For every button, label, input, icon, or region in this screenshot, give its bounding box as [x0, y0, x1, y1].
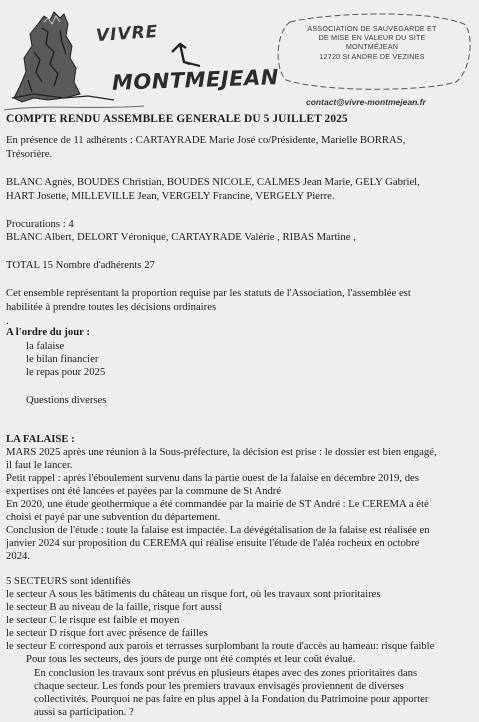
falaise-text-line: 2024. — [6, 550, 31, 562]
vivre-montmejean-logo — [4, 2, 276, 120]
sector-item-a: le secteur A sous les bâtiments du château un risque fort, où les travaux sont prioritaires — [6, 588, 381, 600]
sector-item-b: le secteur B au niveau de la faille, risque fort aussi — [6, 601, 222, 613]
presence-line-2: Trésorière. — [6, 148, 53, 160]
agenda-item: la falaise — [26, 340, 65, 352]
conclusion-line: collectivités. Pourquoi ne pas faire en plus appel à la Fondation du Patrimoine pour apporter — [34, 693, 429, 705]
agenda-other-questions: Questions diverses — [26, 394, 107, 406]
quorum-line-1: Cet ensemble représentant la proportion requise par les statuts de l'Association, l'assemblée est — [6, 287, 411, 299]
agenda-heading: A l'ordre du jour : — [6, 326, 90, 338]
contact-email: contact@vivre-montmejean.fr — [306, 97, 426, 107]
falaise-text-line: choisi et payé par une subvention du département. — [6, 511, 221, 523]
sector-item-e: le secteur E correspond aux parois et terrasses surplombant la route d'accès au hameau: risque faible — [6, 640, 435, 652]
agenda-item: le repas pour 2025 — [26, 366, 106, 378]
falaise-text-line: Petit rappel : après l'éboulement survenu dans la partie ouest de la falaise en décembre 2019, des — [6, 472, 419, 484]
falaise-text-line: MARS 2025 après une réunion à la Sous-préfecture, la décision est prise : le dossier est bien engagé, — [6, 446, 437, 458]
proxies-names: BLANC Albert, DELORT Véronique, CARTAYRADE Valérie , RIBAS Martine , — [6, 231, 356, 243]
sectors-heading: 5 SECTEURS sont identifiés — [6, 575, 131, 587]
sector-item-c: le secteur C le risque est faible et moyen — [6, 614, 180, 626]
conclusion-line: chaque secteur. Les fonds pour les premiers travaux envisagés proviennent de diverses — [34, 680, 404, 692]
proxies-heading: Procurations : 4 — [6, 218, 74, 230]
address-line: MONTMÉJEAN — [345, 42, 399, 52]
logo-word-vivre: VIVRE — [95, 21, 159, 47]
purge-line: Pour tous les secteurs, des jours de purge ont été comptés et leur coût évalué. — [26, 653, 356, 665]
address-line: 12720 St ANDRE DE VEZINES — [319, 51, 425, 61]
document-title: COMPTE RENDU ASSEMBLEE GENERALE DU 5 JUILLET 2025 — [6, 113, 348, 125]
members-line-1: BLANC Agnès, BOUDES Christian, BOUDES NICOLE, CALMES Jean Marie, GELY Gabriel, — [6, 176, 420, 188]
presence-line-1: En présence de 11 adhérents : CARTAYRADE Marie José co/Présidente, Marielle BORRAS, — [6, 134, 406, 146]
falaise-heading: LA FALAISE : — [6, 433, 75, 445]
falaise-text-line: expertises ont été lancées et payées par la commune de St André — [6, 485, 282, 497]
logo-word-montmejean: MONTMEJEAN — [111, 65, 280, 95]
quorum-line-2: habilitée à prendre toutes les décisions ordinaires — [6, 301, 217, 313]
sector-item-d: le secteur D risque fort avec présence de failles — [6, 627, 208, 639]
association-address — [288, 24, 456, 61]
address-line: ASSOCIATION DE SAUVEGARDE ET — [307, 24, 437, 33]
conclusion-line: En conclusion les travaux sont prévus en plusieurs étapes avec des zones prioritaires dans — [34, 667, 418, 679]
falaise-text-line: En 2020, une étude geothermique a été commandée par la mairie de ST André : Le CEREMA a été — [6, 498, 429, 510]
falaise-text-line: il faut le lancer. — [6, 459, 73, 471]
falaise-text-line: Conclusion de l'étude : toute la falaise est impactée. La dévégétalisation de la falaise est réalisée en — [6, 524, 430, 536]
total-line: TOTAL 15 Nombre d'adhérents 27 — [6, 259, 155, 271]
stray-dot: . — [6, 315, 9, 327]
agenda-item: le bilan financier — [26, 353, 99, 365]
members-line-2: HART Josette, MILLEVILLE Jean, VERGELY Francine, VERGELY Pierre. — [6, 190, 335, 202]
falaise-text-line: janvier 2024 sur proposition du CEREMA qui réalise ensuite l'étude de l'aléa rocheux en octobre — [6, 537, 420, 549]
address-line: DE MISE EN VALEUR DU SITE — [318, 33, 426, 43]
conclusion-line: aussi sa participation. ? — [34, 706, 134, 718]
